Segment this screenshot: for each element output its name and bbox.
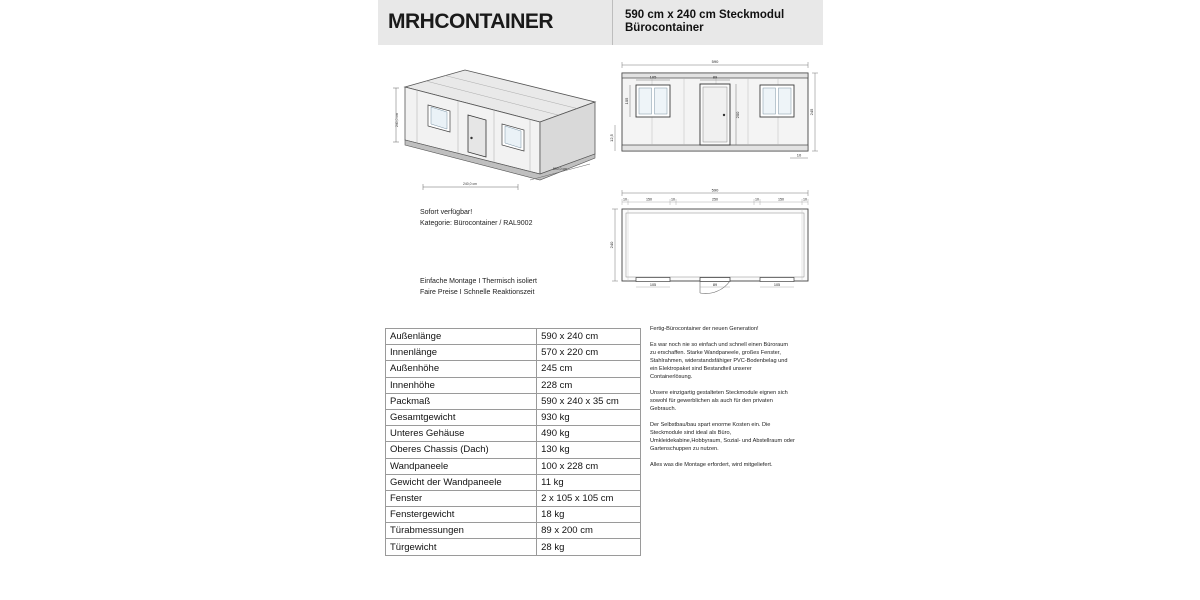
table-row <box>386 539 641 555</box>
right-margin <box>823 0 1200 600</box>
spec-value: 490 kg <box>537 426 641 442</box>
spec-key: Unteres Gehäuse <box>386 426 537 442</box>
spec-value: 18 kg <box>537 507 641 523</box>
brand-logo-part1: MRH <box>388 10 435 33</box>
spec-key: Außenhöhe <box>386 361 537 377</box>
svg-text:245: 245 <box>809 108 814 116</box>
svg-text:10: 10 <box>803 197 807 202</box>
availability-line1: Sofort verfügbar! <box>420 209 473 216</box>
svg-text:200: 200 <box>735 111 740 119</box>
page-header <box>378 0 823 45</box>
product-title-line1: 590 cm x 240 cm Steckmodul <box>625 9 785 21</box>
spec-value: 590 x 240 cm <box>537 329 641 345</box>
table-row <box>386 377 641 393</box>
spec-key: Türgewicht <box>386 539 537 555</box>
table-row <box>386 393 641 409</box>
spec-key: Gesamtgewicht <box>386 409 537 425</box>
table-row <box>386 523 641 539</box>
table-row <box>386 507 641 523</box>
spec-value: 100 x 228 cm <box>537 458 641 474</box>
svg-text:250: 250 <box>712 197 718 202</box>
table-row <box>386 442 641 458</box>
specification-table-body <box>386 329 641 556</box>
spec-key: Außenlänge <box>386 329 537 345</box>
header-divider <box>612 0 613 45</box>
marketing-copy <box>650 325 795 477</box>
left-margin <box>0 0 378 600</box>
table-row <box>386 458 641 474</box>
tagline-line2: Faire Preise I Schnelle Reaktionszeit <box>420 288 535 296</box>
table-row <box>386 361 641 377</box>
product-title <box>625 9 825 35</box>
spec-value: 28 kg <box>537 539 641 555</box>
brand-logo <box>388 10 553 34</box>
spec-key: Fenster <box>386 490 537 506</box>
table-row <box>386 426 641 442</box>
spec-key: Oberes Chassis (Dach) <box>386 442 537 458</box>
svg-text:105: 105 <box>649 283 657 287</box>
front-elevation-drawing <box>608 55 823 170</box>
spec-key: Innenhöhe <box>386 377 537 393</box>
table-row <box>386 409 641 425</box>
spec-key: Wandpaneele <box>386 458 537 474</box>
spec-value: 89 x 200 cm <box>537 523 641 539</box>
spec-key: Packmaß <box>386 393 537 409</box>
svg-text:240: 240 <box>609 241 614 249</box>
svg-text:590: 590 <box>711 187 719 193</box>
copy-paragraph-5: Alles was die Montage erfordert, wird mitgeliefert. <box>650 462 773 468</box>
svg-text:590: 590 <box>711 59 719 64</box>
spec-value: 228 cm <box>537 377 641 393</box>
product-title-line2: Bürocontainer <box>625 22 704 34</box>
copy-paragraph-4: Der Selbstbau/bau spart enorme Kosten ein. Die Steckmodule sind ideal als Büro, Umkleidekabine,Hobbyraum, Sozial- und Abstellraum oder Gartenschuppen zu nutzen. <box>650 422 795 452</box>
spec-key: Innenlänge <box>386 345 537 361</box>
spec-value: 930 kg <box>537 409 641 425</box>
spec-key: Türabmessungen <box>386 523 537 539</box>
svg-text:10: 10 <box>796 152 802 158</box>
table-row <box>386 474 641 490</box>
svg-text:150: 150 <box>778 197 784 202</box>
isometric-drawing <box>390 62 600 197</box>
spec-key: Fenstergewicht <box>386 507 537 523</box>
svg-text:10: 10 <box>623 197 627 202</box>
copy-paragraph-2: Es war noch nie so einfach und schnell einen Büroraum zu erschaffen. Starke Wandpaneele, großes Fenster, Stahlrahmen, widerstandsfähiger PVC-Bodenbelag und ein Elektropaket sind Bestandteil unserer Containerlösung. <box>650 342 789 380</box>
brand-logo-part2: CONTAINER <box>434 10 554 33</box>
svg-text:10: 10 <box>671 197 675 202</box>
table-row <box>386 345 641 361</box>
table-row <box>386 329 641 345</box>
svg-text:10: 10 <box>755 197 759 202</box>
svg-text:105: 105 <box>773 283 781 287</box>
spec-key: Gewicht der Wandpaneele <box>386 474 537 490</box>
svg-text:89: 89 <box>712 283 718 287</box>
spec-value: 130 kg <box>537 442 641 458</box>
availability-line2: Kategorie: Bürocontainer / RAL9002 <box>420 219 533 227</box>
svg-text:590,0 cm: 590,0 cm <box>553 167 567 171</box>
specification-table <box>385 328 641 556</box>
svg-text:150: 150 <box>646 197 652 202</box>
table-row <box>386 490 641 506</box>
spec-value: 570 x 220 cm <box>537 345 641 361</box>
spec-value: 245 cm <box>537 361 641 377</box>
spec-value: 590 x 240 x 35 cm <box>537 393 641 409</box>
svg-text:105: 105 <box>649 74 657 80</box>
copy-paragraph-1: Fertig-Bürocontainer der neuen Generation! <box>650 326 759 332</box>
svg-text:240,0 cm: 240,0 cm <box>395 113 399 127</box>
spec-value: 2 x 105 x 105 cm <box>537 490 641 506</box>
tagline-line1: Einfache Montage I Thermisch isoliert <box>420 278 537 285</box>
plan-view-drawing <box>608 185 823 300</box>
spec-value: 11 kg <box>537 474 641 490</box>
svg-text:12,5: 12,5 <box>609 134 614 142</box>
availability-text <box>420 208 532 229</box>
svg-text:240,0 cm: 240,0 cm <box>463 182 477 186</box>
copy-paragraph-3: Unsere einzigartig gestalteten Steckmodule eignen sich sowohl für gewerblichen als auch für den privaten Gebrauch. <box>650 390 788 412</box>
svg-text:105: 105 <box>624 97 629 105</box>
svg-text:89: 89 <box>712 74 718 80</box>
tagline-text <box>420 277 537 298</box>
